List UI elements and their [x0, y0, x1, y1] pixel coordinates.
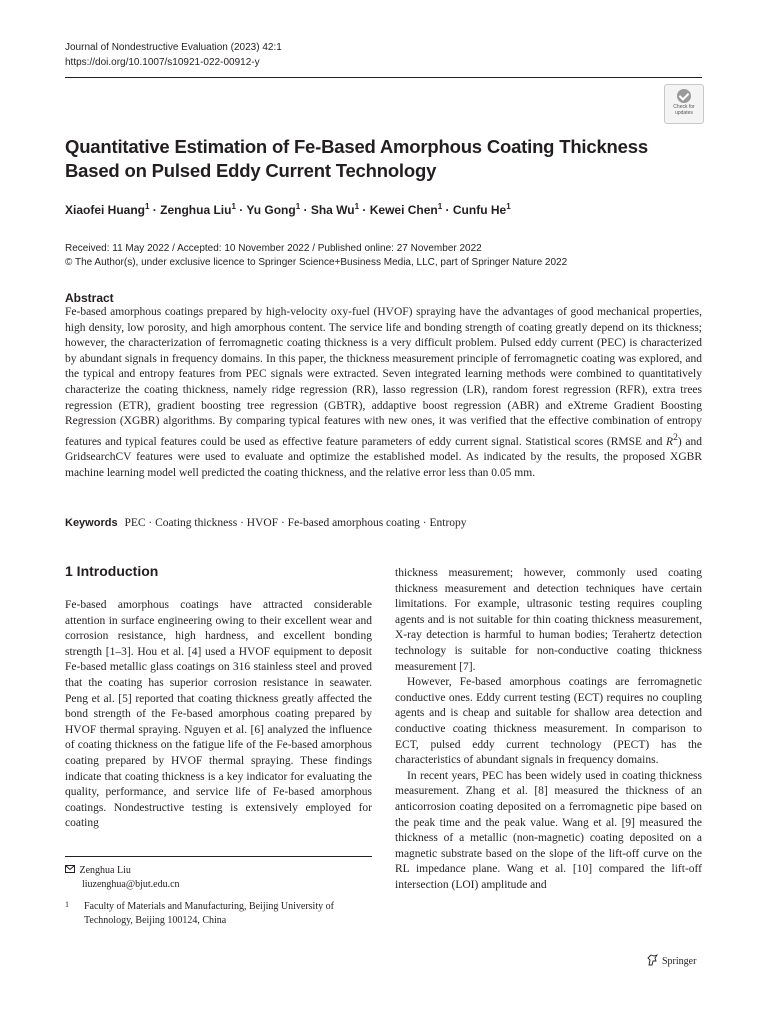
author[interactable]: Zenghua Liu$^1$: [160, 202, 236, 217]
abstract-heading: Abstract: [65, 291, 114, 305]
column-right: [395, 566, 702, 893]
author[interactable]: Sha Wu$^1$: [310, 202, 360, 217]
history-dates: Received: 11 May 2022 / Accepted: 10 November 2022 / Published online: 27 November 2022: [65, 243, 482, 254]
abstract-body: Fe-based amorphous coatings prepared by high-velocity oxy-fuel (HVOF) spraying have the advantages of good mechanical properties, high density, low porosity, and high amorphous content. The service life and bonding strength of coating greatly depend on its thickness; however, the characterization of ferromagnetic coating thickness is a very difficult problem. Pulsed eddy current (PEC) is characterized by abundant signals in frequency domains. In this paper, the thickness measurement principle of ferromagnetic coating was explored, and the typical and entropy features from PEC signals were extracted. Seven integrated learning methods were combined to quantitatively characterize the coating thickness, namely ridge regression (RR), lasso regression (LR), random forest regression (RFR), extra trees regression (ETR), gradient boosting tree regression (GBTR), addaptive boost regression (ABR) and eXtreme Gradient Boosting Regression (XGBR) algorithms. By comparing typical features with new ones, it was verified that the effective combination of entropy features and typical features could be used as effective feature parameters of eddy current signal. Statistical scores (RMSE and $R^2$) and GridsearchCV features were used to evaluate and optimize the established model. As indicated by the results, the proposed XGBR machine learning model well predicted the coating thickness, and the relative error less than 0.05 mm.: [65, 306, 703, 479]
author-list: Xiaofei Huang$^1$ · Zenghua Liu$^1$ · Yu Gong$^1$ · Sha $Wu^1$ · Kewei Chen$^1$ · Cunfu He$^1$: [65, 202, 511, 217]
corresponding-author: [65, 864, 180, 892]
author[interactable]: Cunfu He$^1$: [452, 202, 511, 217]
check-for-updates-badge[interactable]: [664, 84, 704, 124]
keywords-list: PEC · Coating thickness · HVOF · Fe-based amorphous coating · Entropy: [124, 517, 467, 529]
author[interactable]: Xiaofei Huang$^1$: [65, 202, 150, 217]
section-heading-introduction: 1 Introduction: [65, 563, 159, 579]
keywords: [65, 517, 467, 529]
author[interactable]: Kewei Chen$^1$: [369, 202, 443, 217]
keywords-label: Keywords: [65, 517, 118, 529]
paragraph: Fe-based amorphous coatings have attracted considerable attention in surface engineering owing to their excellent wear and corrosion resistance, high hardness, and excellent bonding strength [1–3]. Hou et al. [4] used a HVOF equipment to deposit Fe-based metallic glass coatings on 316 stainless steel and proved that the coating has superior corrosion resistance in seawater. Peng et al. [5] reported that coating thickness greatly affected the bond strength of the Fe-based amorphous coating prepared by HVOF thermal spraying. Nguyen et al. [6] analyzed the influence of coating thickness on the fatigue life of the Fe-based amorphous coating prepared by HVOF thermal spraying. These findings indicate that coating thickness is a key indicator for evaluating the quality, performance, and service life of Fe-based amorphous coatings. Nondestructive testing is extensively employed for coating: [65, 599, 372, 830]
article-title: Quantitative Estimation of Fe-Based Amorphous Coating Thickness Based on Pulsed Eddy Current Technology: [65, 136, 648, 181]
footnote-rule: [65, 856, 372, 857]
header-rule: [65, 77, 702, 78]
journal-citation: Journal of Nondestructive Evaluation (2023) 42:1: [65, 42, 282, 53]
paragraph: In recent years, PEC has been widely used in coating thickness measurement. Zhang et al. [8] measured the thickness of an anticorrosion coating deposited on a ferromagnetic pipe based on the peak time and the peak value. Wang et al. [9] measured the thickness of a metallic (non-magnetic) coating deposited on a magnetic substrate based on the slope of the lift-off curve on the RL impedance plane. Wang et al. [10] compared the lift-off intersection (LOI) amplitude and: [395, 769, 702, 891]
envelope-icon: [65, 864, 77, 878]
affiliation: [65, 900, 372, 928]
publisher-name: Springer: [662, 956, 697, 967]
badge-label: Check for updates: [673, 104, 695, 116]
author[interactable]: Yu Gong$^1$: [246, 202, 301, 217]
springer-horse-icon: [647, 954, 658, 969]
corresponding-author-email[interactable]: liuzenghua@bjut.edu.cn: [82, 879, 180, 890]
paragraph: thickness measurement; however, commonly used coating thickness measurement and detection techniques have certain limitations. For example, ultrasonic testing requires coupling agents and is not suitable for thin coating thickness measurement, X-ray detection is harmful to human bodies; Terahertz detection technology is suitable for non-conductive coating thickness measurement [7].: [395, 567, 702, 673]
column-left: [65, 598, 372, 832]
copyright-line: © The Author(s), under exclusive licence to Springer Science+Business Media, LLC, part of Springer Nature 2022: [65, 257, 568, 268]
publisher-footer: [647, 954, 696, 969]
affiliation-number: 1: [65, 900, 69, 909]
journal-header: [65, 40, 282, 70]
affiliation-text: Faculty of Materials and Manufacturing, Beijing University of Technology, Beijing 100124, China: [84, 901, 334, 926]
paragraph: However, Fe-based amorphous coatings are ferromagnetic conductive ones. Eddy current testing (ECT) requires no coupling agents and is cheap and suitable for shallow area detection and conductive coating thickness measurement. In comparison to ECT, pulsed eddy current technology (PECT) has the characteristics of abundant signals in frequency domains.: [395, 676, 702, 767]
check-icon: [677, 89, 691, 103]
publication-dates: [65, 242, 567, 270]
corresponding-author-name: Zenghua Liu: [79, 865, 131, 876]
doi-link[interactable]: https://doi.org/10.1007/s10921-022-00912-y: [65, 57, 260, 68]
